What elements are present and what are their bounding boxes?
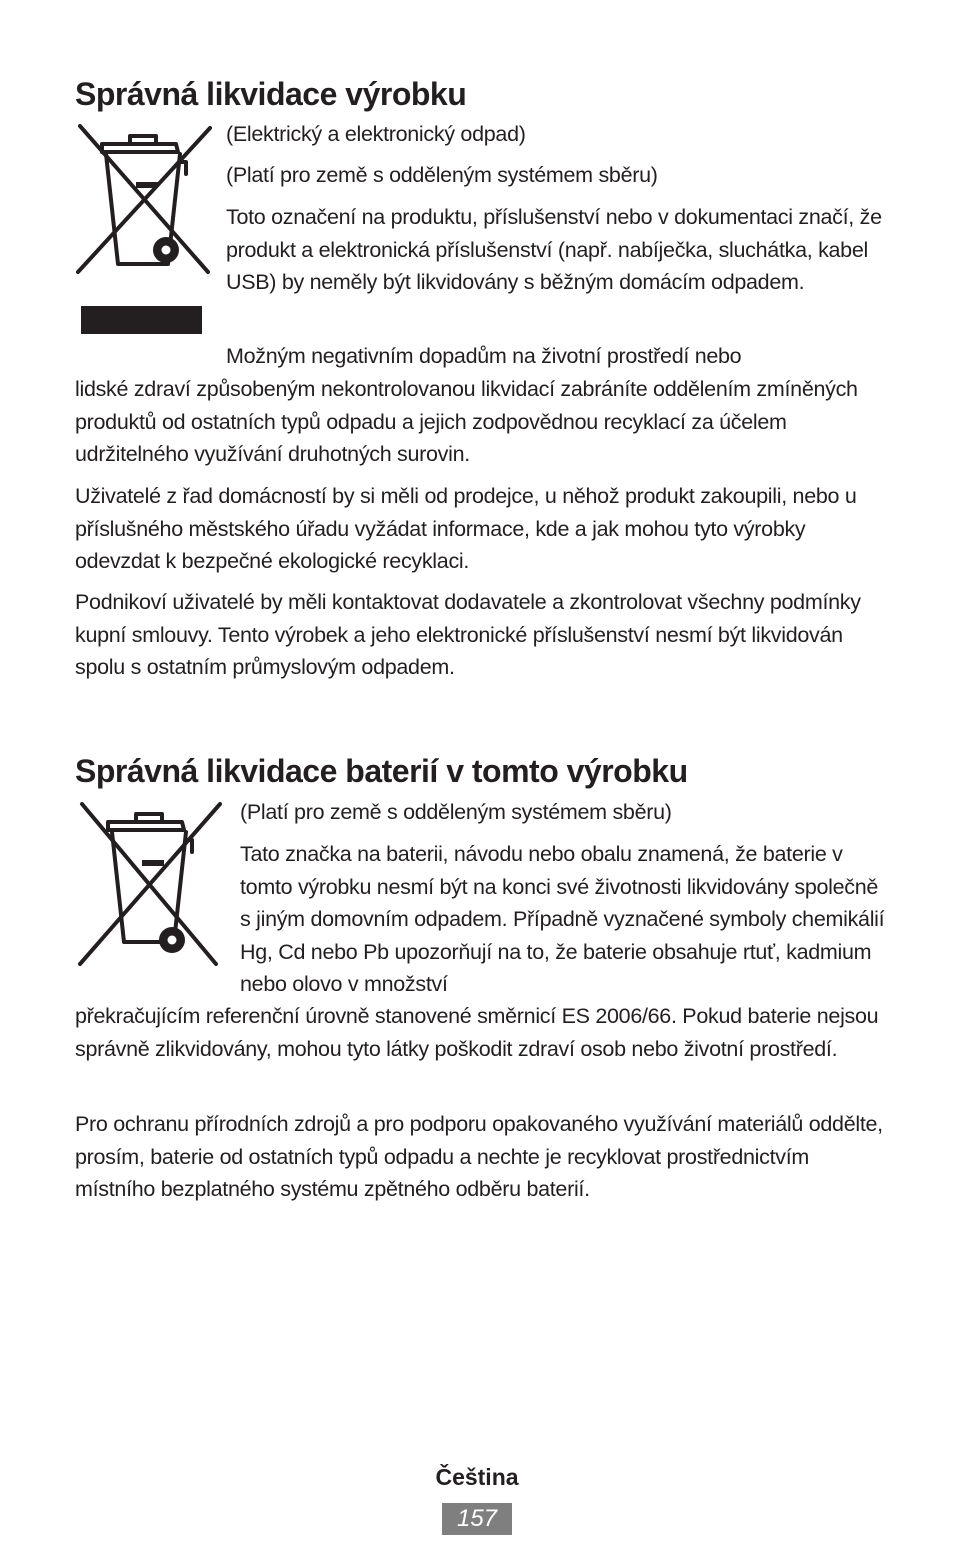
marking-paragraph: Toto označení na produktu, příslušenství nebo v dokumentaci značí, že produkt a elektronická příslušenství (např. nabíječka, sluchátka, kabel USB) by neměly být likvidovány s běžným domácím odpadem.	[226, 205, 882, 294]
section-heading-battery-disposal: Správná likvidace baterií v tomto výrobku	[75, 753, 688, 789]
footer-language: Čeština	[435, 1464, 519, 1490]
crossed-out-wheelie-bin-with-bar-icon	[72, 122, 218, 337]
weee-subtitle: (Elektrický a elektronický odpad)	[226, 122, 526, 146]
household-users-paragraph: Uživatelé z řad domácností by si měli od prodejce, u něhož produkt zakoupili, nebo u příslušného městského úřadu vyžádat informace, kde a jak mohou tyto výrobky odevzdat k bezpečné ekologické recyklaci.	[75, 484, 857, 573]
battery-scope-note: (Platí pro země s odděleným systémem sběru)	[240, 800, 672, 824]
page-number: 157	[442, 1503, 512, 1535]
battery-marking-paragraph-continued: překračujícím referenční úrovně stanovené směrnicí ES 2006/66. Pokud baterie nejsou správně zlikvidovány, mohou tyto látky poškodit zdraví osob nebo životní prostředí.	[75, 1004, 879, 1061]
crossed-out-wheelie-bin-icon	[74, 800, 226, 970]
battery-marking-paragraph: Tato značka na baterii, návodu nebo obalu znamená, že baterie v tomto výrobku nesmí být na konci své životnosti likvidovány společně s jiným domovním odpadem. Případně vyznačené symboly chemikálií Hg, Cd nebo Pb upozorňují na to, že baterie obsahuje rtuť, kadmium nebo olovo v množství	[240, 842, 885, 996]
impact-paragraph-continued: lidské zdraví způsobeným nekontrolovanou likvidací zabráníte oddělením zmíněných produktů od ostatních typů odpadu a jejich zodpovědnou recyklací za účelem udržitelného využívání druhotných surovin.	[75, 377, 858, 466]
scope-note: (Platí pro země s odděleným systémem sběru)	[226, 163, 658, 187]
section-heading-product-disposal: Správná likvidace výrobku	[75, 76, 467, 112]
impact-paragraph-first-line: Možným negativním dopadům na životní prostředí nebo	[226, 344, 742, 368]
business-users-paragraph: Podnikoví uživatelé by měli kontaktovat dodavatele a zkontrolovat všechny podmínky kupní smlouvy. Tento výrobek a jeho elektronické příslušenství nesmí být likvidován spolu s ostatním průmyslovým odpadem.	[75, 590, 861, 679]
battery-recycling-paragraph: Pro ochranu přírodních zdrojů a pro podporu opakovaného využívání materiálů oddělte, prosím, baterie od ostatních typů odpadu a nechte je recyklovat prostřednictvím místního bezplatného systému zpětného odběru baterií.	[75, 1112, 883, 1201]
